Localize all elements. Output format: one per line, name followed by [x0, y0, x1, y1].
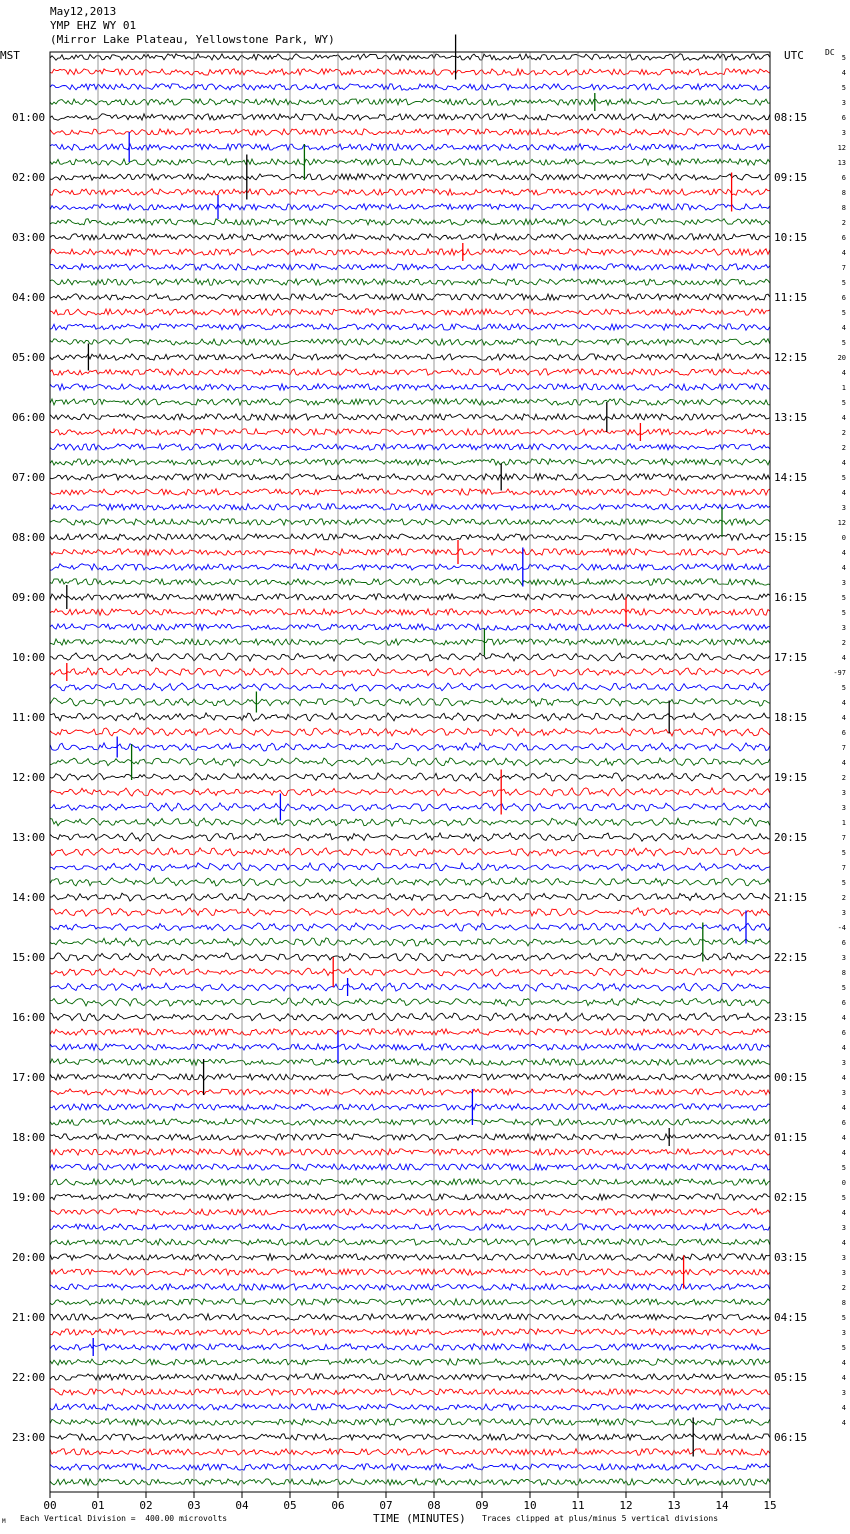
- trace-row-77: [50, 1209, 770, 1215]
- dc-offset-value: 5: [841, 309, 846, 317]
- x-tick-label: 05: [283, 1499, 297, 1512]
- trace-row-61: [50, 968, 770, 976]
- right-time-axis: [774, 111, 807, 1444]
- x-axis: [43, 1492, 776, 1512]
- trace-row-33: [50, 549, 770, 555]
- dc-offset-value: 5: [841, 879, 846, 887]
- right-hour-label: 04:15: [774, 1311, 808, 1324]
- dc-offset-column: [833, 54, 846, 1427]
- right-hour-label: 21:15: [774, 891, 808, 904]
- trace-row-8: [50, 174, 770, 180]
- trace-row-93: [50, 1449, 770, 1455]
- dc-offset-value: 4: [841, 714, 846, 722]
- dc-offset-value: 3: [841, 789, 846, 797]
- trace-row-59: [50, 938, 770, 946]
- trace-row-43: [50, 698, 770, 706]
- trace-row-89: [50, 1389, 770, 1395]
- dc-offset-value: 5: [841, 684, 846, 692]
- dc-offset-value: 6: [841, 174, 846, 182]
- trace-row-73: [50, 1149, 770, 1155]
- right-hour-label: 16:15: [774, 591, 808, 604]
- trace-row-66: [50, 1044, 770, 1050]
- trace-row-17: [50, 309, 770, 315]
- dc-offset-value: 3: [841, 1269, 846, 1277]
- trace-row-27: [50, 459, 770, 465]
- trace-row-5: [50, 129, 770, 135]
- trace-row-86: [50, 1344, 770, 1350]
- right-hour-label: 10:15: [774, 231, 808, 244]
- dc-offset-value: 13: [837, 159, 846, 167]
- dc-offset-value: 5: [841, 1344, 846, 1352]
- right-hour-label: 09:15: [774, 171, 808, 184]
- trace-row-95: [50, 1479, 770, 1485]
- trace-row-65: [50, 1029, 770, 1035]
- dc-offset-value: 4: [841, 1359, 846, 1367]
- dc-offset-value: 4: [841, 369, 846, 377]
- x-tick-label: 11: [571, 1499, 585, 1512]
- dc-offset-value: 5: [841, 984, 846, 992]
- dc-offset-value: 4: [841, 759, 846, 767]
- left-time-axis: [12, 111, 45, 1444]
- trace-row-52: [50, 833, 770, 841]
- left-hour-label: 23:00: [12, 1431, 46, 1444]
- trace-row-36: [50, 594, 770, 600]
- trace-row-94: [50, 1464, 770, 1470]
- dc-offset-value: 5: [841, 84, 846, 92]
- dc-offset-value: 5: [841, 279, 846, 287]
- x-tick-label: 10: [523, 1499, 537, 1512]
- right-hour-label: 15:15: [774, 531, 808, 544]
- trace-row-14: [50, 264, 770, 270]
- trace-layer: [50, 54, 770, 1485]
- dc-offset-value: 4: [841, 1239, 846, 1247]
- trace-row-30: [50, 504, 770, 510]
- right-hour-label: 02:15: [774, 1191, 808, 1204]
- dc-offset-value: 4: [841, 654, 846, 662]
- trace-row-58: [50, 923, 770, 931]
- right-hour-label: 17:15: [774, 651, 808, 664]
- dc-offset-value: 4: [841, 489, 846, 497]
- trace-row-20: [50, 354, 770, 360]
- dc-offset-value: 7: [841, 834, 846, 842]
- trace-row-67: [50, 1059, 770, 1065]
- dc-offset-value: 6: [841, 294, 846, 302]
- trace-row-64: [50, 1013, 770, 1021]
- dc-offset-value: 3: [841, 1224, 846, 1232]
- dc-offset-value: 4: [841, 699, 846, 707]
- trace-row-49: [50, 788, 770, 796]
- trace-row-63: [50, 998, 770, 1006]
- trace-row-57: [50, 908, 770, 916]
- trace-row-37: [50, 609, 770, 615]
- dc-offset-value: 4: [841, 1209, 846, 1217]
- left-hour-label: 14:00: [12, 891, 46, 904]
- dc-offset-value: 4: [841, 1374, 846, 1382]
- trace-row-23: [50, 399, 770, 405]
- dc-offset-value: 7: [841, 264, 846, 272]
- dc-offset-value: 6: [841, 1029, 846, 1037]
- trace-row-7: [50, 159, 770, 165]
- dc-offset-value: 12: [837, 144, 846, 152]
- dc-offset-value: 2: [841, 774, 846, 782]
- trace-row-29: [50, 489, 770, 495]
- right-hour-label: 19:15: [774, 771, 808, 784]
- right-hour-label: 08:15: [774, 111, 808, 124]
- trace-row-48: [50, 773, 770, 781]
- x-tick-label: 12: [619, 1499, 633, 1512]
- left-hour-label: 05:00: [12, 351, 46, 364]
- left-hour-label: 15:00: [12, 951, 46, 964]
- dc-offset-value: -4: [837, 924, 846, 932]
- trace-row-25: [50, 429, 770, 435]
- trace-row-45: [50, 728, 770, 736]
- plot-date: May12,2013: [50, 5, 117, 18]
- dc-offset-value: 1: [841, 819, 846, 827]
- trace-row-26: [50, 444, 770, 450]
- dc-offset-value: 3: [841, 1329, 846, 1337]
- x-tick-label: 00: [43, 1499, 57, 1512]
- trace-row-51: [50, 818, 770, 826]
- dc-offset-value: 5: [841, 399, 846, 407]
- dc-offset-value: 8: [841, 189, 846, 197]
- dc-offset-value: 2: [841, 639, 846, 647]
- dc-offset-value: 4: [841, 1014, 846, 1022]
- dc-offset-value: 3: [841, 504, 846, 512]
- x-tick-label: 13: [667, 1499, 681, 1512]
- dc-offset-value: 2: [841, 444, 846, 452]
- dc-offset-value: 5: [841, 1314, 846, 1322]
- trace-row-12: [50, 234, 770, 240]
- dc-offset-value: 4: [841, 249, 846, 257]
- trace-row-11: [50, 219, 770, 225]
- dc-offset-value: 3: [841, 1254, 846, 1262]
- dc-offset-value: 3: [841, 1059, 846, 1067]
- dc-offset-value: 8: [841, 204, 846, 212]
- trace-row-28: [50, 474, 770, 480]
- x-tick-label: 09: [475, 1499, 489, 1512]
- dc-offset-value: 3: [841, 579, 846, 587]
- right-hour-label: 00:15: [774, 1071, 808, 1084]
- dc-offset-value: 6: [841, 729, 846, 737]
- right-hour-label: 13:15: [774, 411, 808, 424]
- trace-row-42: [50, 683, 770, 691]
- dc-offset-value: 5: [841, 474, 846, 482]
- trace-row-72: [50, 1134, 770, 1140]
- right-axis-title: UTC: [784, 49, 804, 62]
- dc-offset-value: 4: [841, 1074, 846, 1082]
- right-hour-label: 12:15: [774, 351, 808, 364]
- right-hour-label: 23:15: [774, 1011, 808, 1024]
- left-hour-label: 08:00: [12, 531, 46, 544]
- trace-row-46: [50, 743, 770, 751]
- dc-offset-value: 12: [837, 519, 846, 527]
- dc-offset-value: 3: [841, 1089, 846, 1097]
- left-hour-label: 16:00: [12, 1011, 46, 1024]
- left-hour-label: 20:00: [12, 1251, 46, 1264]
- trace-row-84: [50, 1314, 770, 1320]
- left-hour-label: 10:00: [12, 651, 46, 664]
- dc-offset-value: 6: [841, 234, 846, 242]
- trace-row-92: [50, 1434, 770, 1440]
- trace-row-68: [50, 1074, 770, 1080]
- left-hour-label: 02:00: [12, 171, 46, 184]
- dc-offset-value: 4: [841, 1104, 846, 1112]
- left-hour-label: 06:00: [12, 411, 46, 424]
- dc-offset-value: 6: [841, 939, 846, 947]
- x-tick-label: 03: [187, 1499, 201, 1512]
- dc-offset-value: 3: [841, 624, 846, 632]
- dc-offset-value: 5: [841, 609, 846, 617]
- left-hour-label: 22:00: [12, 1371, 46, 1384]
- dc-offset-value: 5: [841, 1194, 846, 1202]
- x-tick-label: 14: [715, 1499, 729, 1512]
- x-tick-label: 06: [331, 1499, 345, 1512]
- x-tick-label: 01: [91, 1499, 105, 1512]
- dc-offset-value: 20: [837, 354, 846, 362]
- dc-offset-value: 3: [841, 804, 846, 812]
- trace-row-38: [50, 624, 770, 630]
- scale-note: Each Vertical Division = 400.00 microvolts: [20, 1514, 228, 1523]
- trace-row-15: [50, 279, 770, 285]
- trace-row-6: [50, 144, 770, 150]
- right-hour-label: 11:15: [774, 291, 808, 304]
- right-hour-label: 03:15: [774, 1251, 808, 1264]
- x-tick-label: 07: [379, 1499, 393, 1512]
- trace-row-54: [50, 863, 770, 871]
- dc-offset-value: 0: [841, 1179, 846, 1187]
- trace-row-40: [50, 653, 770, 661]
- dc-offset-value: 5: [841, 54, 846, 62]
- trace-row-3: [50, 99, 770, 105]
- left-hour-label: 13:00: [12, 831, 46, 844]
- trace-row-55: [50, 878, 770, 886]
- trace-row-13: [50, 249, 770, 255]
- dc-offset-value: 4: [841, 549, 846, 557]
- trace-row-71: [50, 1119, 770, 1125]
- dc-offset-value: 4: [841, 1149, 846, 1157]
- dc-offset-value: 5: [841, 1164, 846, 1172]
- trace-row-81: [50, 1269, 770, 1275]
- trace-row-34: [50, 564, 770, 570]
- trace-row-19: [50, 339, 770, 345]
- dc-column-title: DC: [825, 48, 835, 57]
- trace-row-74: [50, 1164, 770, 1170]
- trace-row-50: [50, 803, 770, 811]
- trace-row-4: [50, 114, 770, 120]
- trace-row-10: [50, 204, 770, 210]
- left-hour-label: 11:00: [12, 711, 46, 724]
- trace-row-62: [50, 983, 770, 991]
- dc-offset-value: 5: [841, 339, 846, 347]
- station-location: (Mirror Lake Plateau, Yellowstone Park, WY): [50, 33, 335, 46]
- trace-row-82: [50, 1284, 770, 1290]
- trace-row-80: [50, 1254, 770, 1260]
- x-tick-label: 15: [763, 1499, 777, 1512]
- dc-offset-value: 3: [841, 1389, 846, 1397]
- dc-offset-value: 4: [841, 324, 846, 332]
- right-hour-label: 05:15: [774, 1371, 808, 1384]
- right-hour-label: 01:15: [774, 1131, 808, 1144]
- dc-offset-value: 5: [841, 594, 846, 602]
- trace-row-21: [50, 369, 770, 375]
- trace-row-0: [50, 54, 770, 60]
- dc-offset-value: 6: [841, 114, 846, 122]
- left-hour-label: 04:00: [12, 291, 46, 304]
- dc-offset-value: 6: [841, 999, 846, 1007]
- dc-offset-value: 8: [841, 1299, 846, 1307]
- trace-row-79: [50, 1239, 770, 1245]
- corner-mark: M: [2, 1518, 6, 1525]
- right-hour-label: 06:15: [774, 1431, 808, 1444]
- trace-row-41: [50, 668, 770, 676]
- trace-row-83: [50, 1299, 770, 1305]
- dc-offset-value: 5: [841, 849, 846, 857]
- dc-offset-value: 4: [841, 1044, 846, 1052]
- dc-offset-value: 8: [841, 969, 846, 977]
- trace-row-76: [50, 1194, 770, 1200]
- clip-note: Traces clipped at plus/minus 5 vertical divisions: [482, 1514, 719, 1523]
- right-hour-label: 14:15: [774, 471, 808, 484]
- trace-row-44: [50, 713, 770, 721]
- dc-offset-value: 2: [841, 219, 846, 227]
- trace-row-1: [50, 69, 770, 75]
- dc-offset-value: 1: [841, 384, 846, 392]
- trace-row-78: [50, 1224, 770, 1230]
- dc-offset-value: -97: [833, 669, 846, 677]
- right-hour-label: 20:15: [774, 831, 808, 844]
- left-hour-label: 12:00: [12, 771, 46, 784]
- dc-offset-value: 2: [841, 1284, 846, 1292]
- trace-row-56: [50, 893, 770, 901]
- trace-row-70: [50, 1104, 770, 1110]
- dc-offset-value: 3: [841, 99, 846, 107]
- dc-offset-value: 7: [841, 864, 846, 872]
- left-hour-label: 21:00: [12, 1311, 46, 1324]
- x-tick-label: 08: [427, 1499, 441, 1512]
- dc-offset-value: 3: [841, 909, 846, 917]
- dc-offset-value: 2: [841, 894, 846, 902]
- dc-offset-value: 4: [841, 1404, 846, 1412]
- dc-offset-value: 4: [841, 414, 846, 422]
- dc-offset-value: 3: [841, 129, 846, 137]
- left-hour-label: 01:00: [12, 111, 46, 124]
- left-hour-label: 19:00: [12, 1191, 46, 1204]
- trace-row-60: [50, 953, 770, 961]
- dc-offset-value: 6: [841, 1119, 846, 1127]
- trace-row-39: [50, 639, 770, 645]
- left-hour-label: 18:00: [12, 1131, 46, 1144]
- station-code: YMP EHZ WY 01: [50, 19, 137, 32]
- trace-row-53: [50, 848, 770, 856]
- trace-row-16: [50, 294, 770, 300]
- x-axis-label: TIME (MINUTES): [373, 1512, 466, 1525]
- dc-offset-value: 4: [841, 459, 846, 467]
- right-hour-label: 18:15: [774, 711, 808, 724]
- right-hour-label: 22:15: [774, 951, 808, 964]
- left-hour-label: 03:00: [12, 231, 46, 244]
- trace-row-2: [50, 84, 770, 90]
- left-hour-label: 09:00: [12, 591, 46, 604]
- trace-row-90: [50, 1404, 770, 1410]
- dc-offset-value: 4: [841, 1419, 846, 1427]
- left-hour-label: 07:00: [12, 471, 46, 484]
- trace-row-88: [50, 1374, 770, 1380]
- trace-row-22: [50, 384, 770, 390]
- dc-offset-value: 0: [841, 534, 846, 542]
- x-tick-label: 04: [235, 1499, 249, 1512]
- trace-row-69: [50, 1089, 770, 1095]
- left-hour-label: 17:00: [12, 1071, 46, 1084]
- dc-offset-value: 2: [841, 429, 846, 437]
- dc-offset-value: 7: [841, 744, 846, 752]
- trace-row-85: [50, 1329, 770, 1335]
- dc-offset-value: 4: [841, 1134, 846, 1142]
- dc-offset-value: 4: [841, 564, 846, 572]
- trace-row-9: [50, 189, 770, 195]
- trace-row-75: [50, 1179, 770, 1185]
- trace-row-32: [50, 534, 770, 540]
- trace-row-24: [50, 414, 770, 420]
- trace-row-18: [50, 324, 770, 330]
- trace-row-31: [50, 519, 770, 525]
- dc-offset-value: 3: [841, 954, 846, 962]
- left-axis-title: MST: [0, 49, 20, 62]
- trace-row-47: [50, 758, 770, 766]
- dc-offset-value: 4: [841, 69, 846, 77]
- trace-row-35: [50, 579, 770, 585]
- x-tick-label: 02: [139, 1499, 153, 1512]
- trace-row-91: [50, 1419, 770, 1425]
- trace-row-87: [50, 1359, 770, 1365]
